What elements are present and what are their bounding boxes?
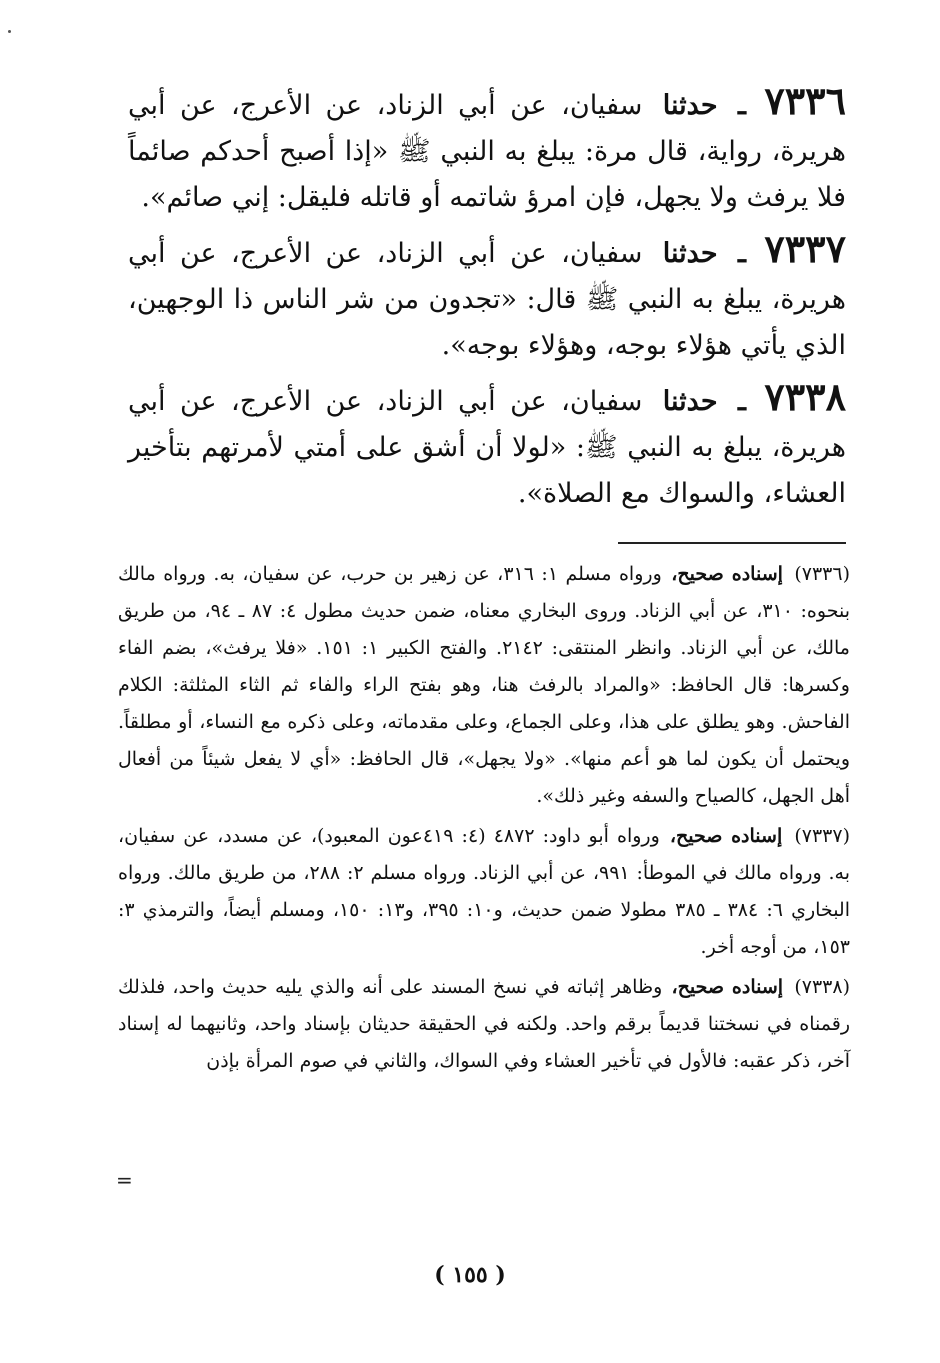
continuation-mark: = [116, 1168, 133, 1192]
footnote-text: ورواه أبو داود: ٤٨٧٢ (٤: ٤١٩عون المعبود)، عن مسدد، عن سفيان، به. ورواه مالك في الموطأ: ٩٩١، عن أبي الزناد. ورواه مسلم ٢: ٢٨٨، من طريق مالك. ورواه البخاري ٦: ٣٨٤ ـ ٣٨٥ مطولا ضمن حديث، و١٠: ٣٩٥، و١٣: ١٥٠، ومسلم أيضاً، والترمذي ٣: ١٥٣، من أوجه أخر. [118, 825, 851, 958]
page-number: ( ١٥٥ ) [434, 1262, 506, 1288]
footnote-text: ورواه مسلم ١: ٣١٦، عن زهير بن حرب، عن سفيان، به. ورواه مالك بنحوه: ٣١٠، عن أبي الزناد. وروى البخاري معناه، ضمن حديث مطول ٤: ٨٧ ـ ٩٤، من طريق مالك، عن أبي الزناد. وانظر المنتقى: ٢١٤٢. والفتح الكبير ١: ١٥١. «فلا يرفث»، بضم الفاء وكسرها: قال الحافظ: «والمراد بالرفث هنا، وهو بفتح الراء والفاء ثم الثاء المثلثة: الكلام الفاحش. وهو يطلق على هذا، وعلى الجماع، وعلى مقدماته، وعلى ذكره مع النساء، أو مطلقاً. ويحتمل أن يكون لما هو أعم منها». «ولا يجهل»، قال الحافظ: «أي لا يفعل شيئاً من أفعال أهل الجهل، كالصياح والسفه وغير ذلك». [118, 563, 850, 807]
hadith-lead: حدثنا [662, 238, 718, 269]
hadith-7337 [128, 226, 846, 369]
hadith-number: ٧٣٣٧ [764, 226, 846, 271]
footnote-number: (٧٣٣٨) [794, 976, 851, 998]
hadith-7336 [128, 78, 846, 221]
footnotes [118, 556, 850, 1083]
hadith-number: ٧٣٣٦ [764, 78, 846, 123]
hadith-text: سفيان، عن أبي الزناد، عن الأعرج، عن أبي هريرة، رواية، قال مرة: يبلغ به النبي ﷺ «إذا أصبح أحدكم صائماً فلا يرفث ولا يجهل، فإن امرؤ شاتمه أو قاتله فليقل: إني صائم». [128, 90, 846, 213]
footnote-7336 [118, 556, 850, 815]
main-text [128, 78, 846, 522]
footnote-separator [618, 542, 846, 544]
hadith-dash: ـ [738, 386, 746, 417]
scan-speck [8, 30, 11, 33]
hadith-7338 [128, 374, 846, 517]
footnote-text: وظاهر إثباته في نسخ المسند على أنه والذي يليه حديث واحد، فلذلك رقمناه في نسختنا قديماً برقم واحد. ولكنه في الحقيقة حديثان بإسناد واحد، وثانيهما له إسناد آخر، ذكر عقبه: فالأول في تأخير العشاء وفي السواك، والثاني في صوم المرأة بإذن [118, 976, 850, 1072]
hadith-dash: ـ [738, 238, 746, 269]
hadith-lead: حدثنا [662, 386, 718, 417]
hadith-dash: ـ [738, 90, 746, 121]
footnote-lead: إسناده صحيح، [671, 563, 783, 585]
hadith-text: سفيان، عن أبي الزناد، عن الأعرج، عن أبي هريرة، يبلغ به النبي ﷺ: «لولا أن أشق على أمتي لأمرتهم بتأخير العشاء، والسواك مع الصلاة». [128, 386, 846, 509]
footnote-lead: إسناده صحيح، [669, 825, 783, 847]
footnote-7338 [118, 969, 850, 1080]
footnote-7337 [118, 818, 850, 966]
hadith-text: سفيان، عن أبي الزناد، عن الأعرج، عن أبي هريرة، يبلغ به النبي ﷺ قال: «تجدون من شر الناس ذا الوجهين، الذي يأتي هؤلاء بوجه، وهؤلاء بوجه». [128, 238, 846, 361]
footnote-number: (٧٣٣٧) [794, 825, 850, 847]
hadith-number: ٧٣٣٨ [764, 374, 846, 419]
footnote-number: (٧٣٣٦) [794, 563, 851, 585]
footnote-lead: إسناده صحيح، [671, 976, 784, 998]
hadith-lead: حدثنا [662, 90, 718, 121]
